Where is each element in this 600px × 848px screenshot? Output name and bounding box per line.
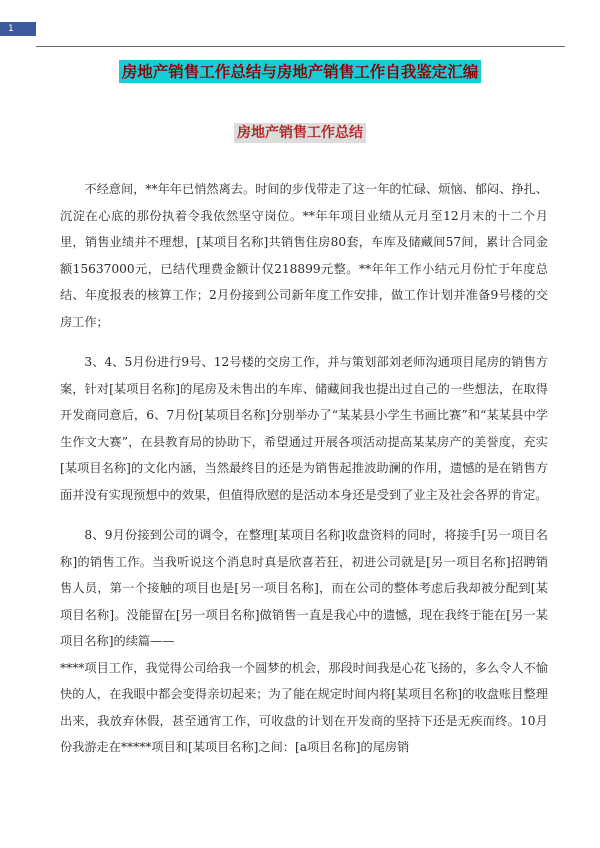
paragraph-3: 8、9月份接到公司的调令，在整理[某项目名称]收盘资料的同时，将接手[另一项目名称]的销售工作。当我听说这个消息时真是欣喜若狂，初进公司就是[另一项目名称]招聘销售人员，第一个接触的项目也是[另一项目名称]，而在公司的整体考虑后我却被分配到[某项目名称]。没能留在[另一项目名称]做销售一直是我心中的遗憾，现在我终于能在[另一某项目名称]的续篇—— [60,528,548,648]
page-number-badge: 1 [0,22,36,36]
document-title [0,60,600,82]
section-title [0,122,600,142]
section-title-text: 房地产销售工作总结 [234,123,366,143]
document-body [60,176,548,775]
document-title-text: 房地产销售工作总结与房地产销售工作自我鉴定汇编 [119,60,482,83]
paragraph-1: 不经意间，**年年已悄然离去。时间的步伐带走了这一年的忙碌、烦恼、郁闷、挣扎、沉淀在心底的那份执着令我依然坚守岗位。**年年项目业绩从元月至12月末的十二个月里，销售业绩并不理想，[某项目名称]共销售住房80套，车库及储藏间57间，累计合同金额15637000元，已结代理费金额计仅218899元整。**年年工作小结元月份忙于年度总结、年度报表的核算工作；2月份接到公司新年度工作安排，做工作计划并准备9号楼的交房工作； [60,182,548,329]
paragraph-4: ****项目工作，我觉得公司给我一个圆梦的机会，那段时间我是心花飞扬的，多么令人不愉快的人，在我眼中都会变得亲切起来；为了能在规定时间内将[某项目名称]的收盘账目整理出来，我放弃休假，甚至通宵工作，可收盘的计划在开发商的坚持下还是无疾而终。10月份我游走在*****项目和[某项目名称]之间：[a项目名称]的尾房销 [60,660,548,754]
header-divider [36,46,565,47]
paragraph-2: 3、4、5月份进行9号、12号楼的交房工作，并与策划部刘老师沟通项目尾房的销售方案，针对[某项目名称]的尾房及未售出的车库、储藏间我也提出过自己的一些想法，在取得开发商同意后，6、7月份[某项目名称]分别举办了“某某县小学生书画比赛”和“某某县中学生作文大赛”，在县教育局的协助下，希望通过开展各项活动提高某某房产的美誉度，充实[某项目名称]的文化内涵，当然最终目的还是为销售起推波助澜的作用，遗憾的是在销售方面并没有实现预想中的效果，但值得欣慰的是活动本身还是受到了业主及社会各界的肯定。 [60,355,548,502]
